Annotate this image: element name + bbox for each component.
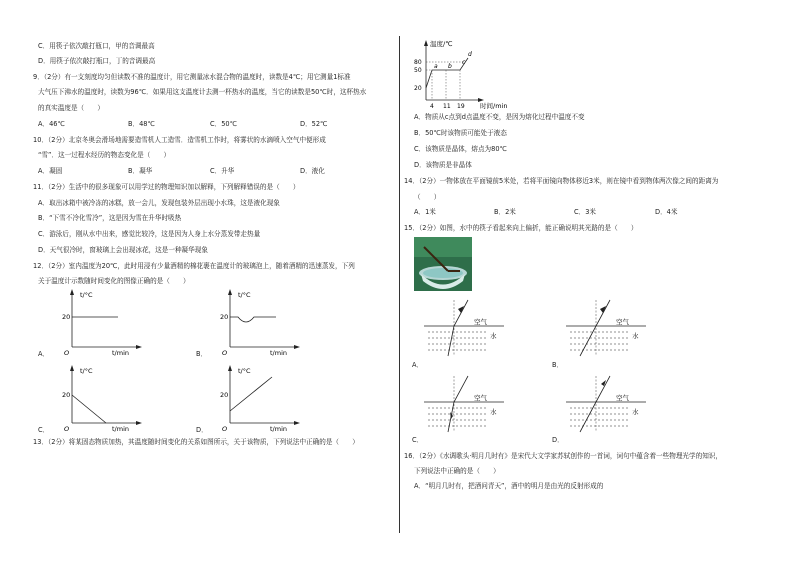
- x-axis-arrow: [294, 345, 300, 349]
- water-label: 水: [490, 408, 497, 416]
- air-label: 空气: [616, 318, 629, 326]
- q10-option-d: D．液化: [300, 167, 325, 175]
- graph-origin: O: [64, 425, 70, 433]
- graph-tick-20: 20: [62, 313, 71, 321]
- q12-option-d: D．: [196, 426, 208, 434]
- graph-tick-20: 20: [220, 391, 229, 399]
- q13-option-c: C．该物质是晶体，熔点为80℃: [414, 145, 507, 153]
- q14-option-d: D．4米: [655, 208, 678, 216]
- curve: [230, 377, 272, 411]
- fig13-point-d: d: [468, 51, 472, 58]
- q9-option-a: A．46℃: [38, 120, 65, 128]
- light-ray: [580, 300, 610, 356]
- q14-option-c: C．3米: [574, 208, 596, 216]
- fig13-xtick-4: 4: [430, 103, 434, 110]
- q12-option-b: B．: [196, 350, 208, 358]
- q15-option-b: B．: [552, 361, 564, 369]
- bowl-chopstick-photo: [414, 237, 472, 291]
- q15-option-a: A．: [412, 361, 424, 369]
- q13-option-a: A．物质从c点到d点温度不变，是因为熔化过程中温度不变: [414, 113, 585, 121]
- q16-line-2: 下列说法中正确的是（ ）: [414, 467, 500, 475]
- graph-ylabel: t/°C: [238, 291, 251, 299]
- graph-ylabel: t/°C: [80, 291, 93, 299]
- curve: [230, 317, 276, 322]
- graph-xlabel: t/min: [270, 349, 287, 357]
- fig13-ytick-50: 50: [414, 67, 422, 74]
- q15-diagram-a: [424, 296, 504, 360]
- x-axis-arrow: [136, 421, 142, 425]
- q9-option-c: C．50℃: [210, 120, 237, 128]
- q16-option-a: A．“明月几时有，把酒问青天”，酒中的明月是由光的反射形成的: [414, 482, 604, 490]
- fig13-point-c: c: [462, 59, 466, 66]
- column-divider: [399, 36, 400, 533]
- y-axis-arrow: [70, 365, 74, 371]
- q12-option-c: C．: [38, 426, 50, 434]
- graph-origin: O: [222, 349, 228, 357]
- y-axis-arrow: [228, 289, 232, 295]
- q12-line-2: 关于温度计示数随时间变化的图像正确的是（ ）: [38, 277, 190, 285]
- q15-line-1: 15．（2分）如图，水中的筷子看起来向上偏折，能正确说明其光路的是（ ）: [404, 224, 638, 232]
- curve: [72, 395, 106, 423]
- water-label: 水: [490, 332, 497, 340]
- q8-option-d: D．用筷子依次敲打瓶口，丁的音调最高: [38, 57, 156, 65]
- graph-origin: O: [64, 349, 70, 357]
- graph-ylabel: t/°C: [238, 367, 251, 375]
- graph-ylabel: t/°C: [80, 367, 93, 375]
- q10-option-b: B．凝华: [128, 167, 153, 175]
- q12-graph-c: [56, 363, 146, 433]
- graph-tick-20: 20: [62, 391, 71, 399]
- q14-line-1: 14．（2分）一物体放在平面镜前5米处，若将平面镜向物体移近3米，则在镜中看到物体两次像之间的距离为: [404, 177, 719, 185]
- y-axis-arrow: [70, 289, 74, 295]
- q15-option-d: D．: [552, 436, 564, 444]
- fig13-ytick-20: 20: [414, 85, 422, 92]
- q12-graph-a: [56, 287, 146, 357]
- q10-option-c: C．升华: [210, 167, 235, 175]
- q10-line-2: “雪”．这一过程水经历的物态变化是（ ）: [38, 151, 171, 159]
- fig13-xtick-19: 19: [457, 103, 465, 110]
- graph-xlabel: t/min: [112, 425, 129, 433]
- q15-diagram-c: [424, 372, 504, 436]
- q9-line-2: 大气压下沸水的温度时，读数为96℃．如果用这支温度计去测一杯热水的温度，当它的读数是50℃时，这杯热水: [38, 88, 367, 96]
- q15-diagram-d: [566, 372, 646, 436]
- q12-option-a: A．: [38, 350, 50, 358]
- q13-option-d: D．该物质是非晶体: [414, 161, 472, 169]
- air-label: 空气: [616, 394, 629, 402]
- fig13-xtick-11: 11: [443, 103, 451, 110]
- q14-line-2: （ ）: [414, 193, 441, 201]
- y-axis-arrow: [424, 40, 428, 46]
- q11-line-1: 11．（2分）生活中的很多现象可以用学过的物理知识加以解释，下列解释错误的是（ ）: [33, 183, 300, 191]
- q9-line-1: 9．（2分）有一支刻度均匀但读数不准的温度计，用它测量冰水混合物的温度时，读数是4℃；用它测量1标准: [33, 73, 351, 81]
- q8-option-c: C．用筷子依次敲打瓶口，甲的音调最高: [38, 42, 155, 50]
- q16-line-1: 16．（2分）《水调歌头·明月几时有》是宋代大文学家苏轼创作的一首词，词句中蕴含着一些物理光学的知识，: [404, 452, 722, 460]
- q14-option-b: B．2米: [494, 208, 516, 216]
- q12-graph-b: [214, 287, 304, 357]
- q15-diagram-b: [566, 296, 646, 360]
- fig13-ytick-80: 80: [414, 59, 422, 66]
- q15-option-c: C．: [412, 436, 424, 444]
- q13-figure: [410, 38, 520, 110]
- graph-tick-20: 20: [220, 313, 229, 321]
- light-ray: [448, 376, 468, 432]
- q13-line-1: 13．（2分）将某固态物质加热，其温度随时间变化的关系如图所示，关于该物质，下列说法中正确的是（ ）: [33, 438, 359, 446]
- water-label: 水: [632, 408, 639, 416]
- x-axis-arrow: [136, 345, 142, 349]
- q10-option-a: A．凝固: [38, 167, 63, 175]
- fig13-xlabel: 时间/min: [480, 102, 508, 110]
- q12-graph-d: [214, 363, 304, 433]
- x-axis-arrow: [294, 421, 300, 425]
- bowl-water: [423, 268, 463, 278]
- q14-option-a: A．1米: [414, 208, 436, 216]
- q9-line-3: 的真实温度是（ ）: [38, 104, 104, 112]
- q11-option-c: C．游泳后，刚从水中出来，感觉比较冷，这是因为人身上水分蒸发带走热量: [38, 230, 261, 238]
- q12-line-1: 12．（2分）室内温度为20℃，此时用浸有少量酒精的棉花裹在温度计的玻璃泡上，随着酒精的迅速蒸发，下列: [33, 262, 355, 270]
- photo-backdrop: [414, 237, 472, 257]
- light-ray: [448, 300, 468, 356]
- q9-option-b: B．48℃: [128, 120, 155, 128]
- fig13-point-a: a: [434, 63, 438, 70]
- y-axis-arrow: [228, 365, 232, 371]
- graph-origin: O: [222, 425, 228, 433]
- q9-option-d: D．52℃: [300, 120, 328, 128]
- air-label: 空气: [474, 318, 487, 326]
- q11-option-b: B．“下雪不冷化雪冷”，这是因为雪在升华时吸热: [38, 214, 182, 222]
- q13-option-b: B．50℃时该物质可能处于液态: [414, 129, 507, 137]
- q11-option-a: A．取出冰箱中被冷冻的冰糕，放一会儿，发现包装外层出现小水珠，这是液化现象: [38, 199, 280, 207]
- air-label: 空气: [474, 394, 487, 402]
- q11-option-d: D．天气很冷时，窗玻璃上会出现冰花，这是一种凝华现象: [38, 246, 208, 254]
- fig13-point-b: b: [448, 63, 452, 70]
- water-label: 水: [632, 332, 639, 340]
- graph-xlabel: t/min: [112, 349, 129, 357]
- fig13-ylabel: 温度/℃: [430, 40, 453, 48]
- graph-xlabel: t/min: [270, 425, 287, 433]
- light-ray: [580, 376, 610, 432]
- q10-line-1: 10．（2分）北京冬奥会滑场地需要造雪机人工造雪．造雪机工作时，将雾状的水滴喷入空气中便形成: [33, 136, 326, 144]
